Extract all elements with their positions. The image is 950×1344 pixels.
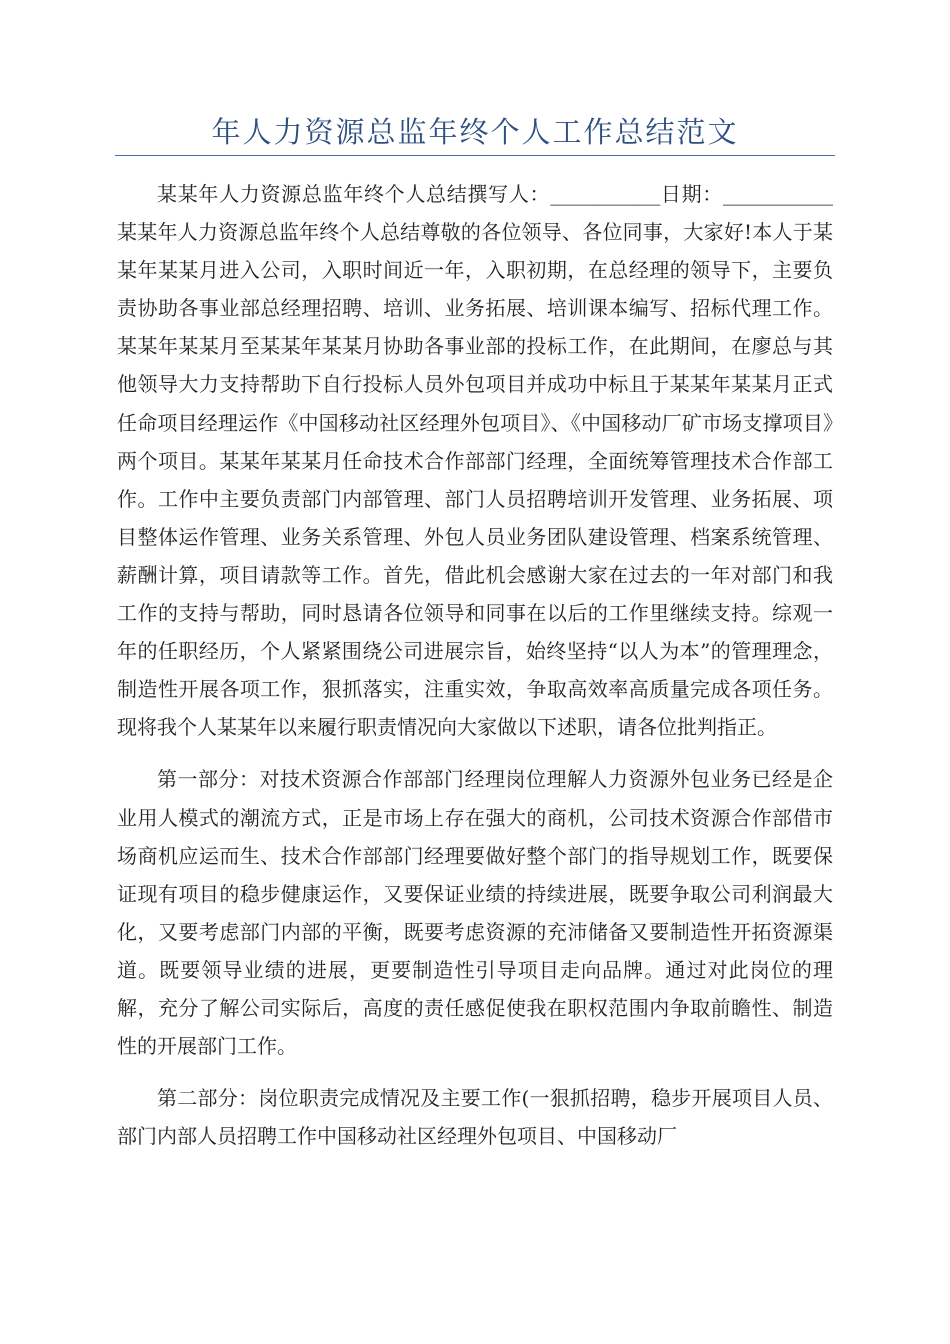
paragraph-part-one: 第一部分：对技术资源合作部部门经理岗位理解人力资源外包业务已经是企业用人模式的潮流方式，正是市场上存在强大的商机，公司技术资源合作部借市场商机应运而生、技术合作部部门经理要做好整个部门的指导规划工作，既要保证现有项目的稳步健康运作，又要保证业绩的持续进展，既要争取公司利润最大化，又要考虑部门内部的平衡，既要考虑资源的充沛储备又要制造性开拓资源渠道。既要领导业绩的进展，更要制造性引导项目走向品牌。通过对此岗位的理解，充分了解公司实际后，高度的责任感促使我在职权范围内争取前瞻性、制造性的开展部门工作。 — [117, 767, 833, 1059]
paragraph-part-two: 第二部分：岗位职责完成情况及主要工作(一狠抓招聘，稳步开展项目人员、部门内部人员招聘工作中国移动社区经理外包项目、中国移动厂 — [117, 1086, 833, 1149]
paragraph-summary-intro: 某某年人力资源总监年终个人总结撰写人：___________日期：___________某某年人力资源总监年终个人总结尊敬的各位领导、各位同事，大家好!本人于某某年某某月进入公司，入职时间近一年，入职初期，在总经理的领导下，主要负责协助各事业部总经理招聘、培训、业务拓展、培训课本编写、招标代理工作。某某年某某月至某某年某某月协助各事业部的投标工作，在此期间，在廖总与其他领导大力支持帮助下自行投标人员外包项目并成功中标且于某某年某某月正式任命项目经理运作《中国移动社区经理外包项目》、《中国移动厂矿市场支撑项目》两个项目。某某年某某月任命技术合作部部门经理，全面统筹管理技术合作部工作。工作中主要负责部门内部管理、部门人员招聘培训开发管理、业务拓展、项目整体运作管理、业务关系管理、外包人员业务团队建设管理、档案系统管理、薪酬计算，项目请款等工作。首先，借此机会感谢大家在过去的一年对部门和我工作的支持与帮助，同时恳请各位领导和同事在以后的工作里继续支持。综观一年的任职经历，个人紧紧围绕公司进展宗旨，始终坚持“以人为本”的管理理念，制造性开展各项工作，狠抓落实，注重实效，争取高效率高质量完成各项任务。现将我个人某某年以来履行职责情况向大家做以下述职，请各位批判指正。 — [117, 182, 833, 740]
title-underline — [115, 155, 835, 156]
document-body — [117, 175, 833, 1155]
document-title: 年人力资源总监年终个人工作总结范文 — [211, 115, 739, 149]
